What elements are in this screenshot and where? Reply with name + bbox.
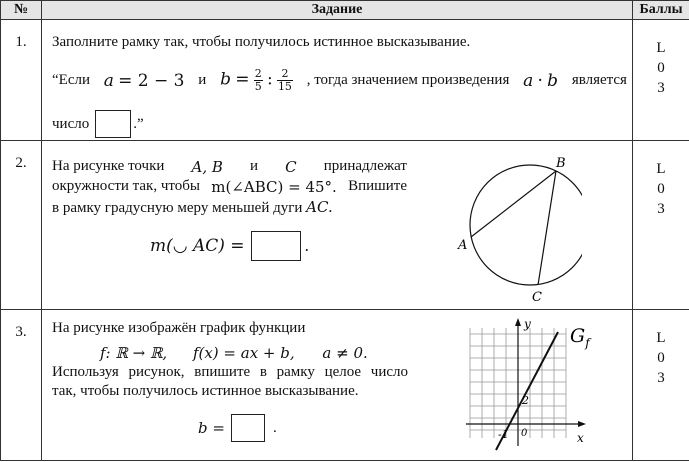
- task2-line1: На рисунке точки A, B и C принадлежат: [52, 158, 407, 176]
- chord-ab: [471, 171, 556, 237]
- task1-line1: Заполните рамку так, чтобы получилось истинное высказывание.: [52, 34, 471, 50]
- task2-line2: окружности так, чтобы m(∠ABC) = 45°. Впишите: [52, 178, 407, 196]
- label-b: B: [556, 156, 566, 171]
- y-axis-label: y: [524, 317, 531, 331]
- task-points-2: L 0 3: [633, 141, 689, 310]
- task3-function: f: ℝ → ℝ, f(x) = ax + b, a ≠ 0.: [100, 344, 368, 362]
- answer-box-3[interactable]: [231, 414, 265, 442]
- x-axis-label: x: [577, 431, 584, 445]
- task3-line1: На рисунке изображён график функции: [52, 320, 306, 336]
- task-points-3: L 0 3: [633, 310, 689, 461]
- fraction-2-15: $\frac{2}{15}$: [277, 67, 292, 93]
- task-body-3: [42, 310, 633, 461]
- origin-label: 0: [521, 428, 528, 439]
- answer-box-2[interactable]: [251, 231, 301, 261]
- tick-y-2: 2: [522, 394, 529, 407]
- task-row-2: [1, 141, 689, 310]
- task-row-3: [1, 310, 689, 461]
- answer-box-1[interactable]: [95, 110, 131, 138]
- fraction-2-5: $\frac{2}{5}$: [254, 67, 262, 93]
- y-axis-arrow: [515, 318, 521, 326]
- function-graph: [462, 314, 592, 456]
- task-body-1: [42, 20, 633, 141]
- task2-answer: m(◡ AC) = .: [150, 231, 309, 261]
- x-axis-arrow: [578, 421, 586, 427]
- chord-bc: [538, 171, 556, 285]
- task3-line4: так, чтобы получилось истинное высказывание.: [52, 383, 359, 399]
- task-number-3: 3.: [1, 310, 42, 461]
- label-a: A: [458, 238, 468, 253]
- task1-statement: “Если a = 2 − 3 и b = $\frac{2}{5}$ : $\frac{2}{15}$ , тогда значением произведения a · b является: [52, 67, 627, 93]
- task3-line3: Используя рисунок, впишите в рамку целое число: [52, 364, 408, 380]
- header-points: Баллы: [633, 1, 689, 20]
- tick-x-minus1: -1: [498, 428, 509, 441]
- header-task: Задание: [42, 1, 633, 20]
- header-number: №: [1, 1, 42, 20]
- task-points-1: L 0 3: [633, 20, 689, 141]
- task-row-1: [1, 20, 689, 141]
- header-row: [1, 1, 689, 20]
- circle-diagram: [452, 145, 582, 305]
- label-c: C: [532, 290, 542, 305]
- task-number-1: 1.: [1, 20, 42, 141]
- task-number-2: 2.: [1, 141, 42, 310]
- task-body-2: [42, 141, 633, 310]
- task3-answer: b = .: [198, 414, 277, 442]
- task1-line3: число .”: [52, 110, 144, 138]
- task2-line3: в рамку градусную меру меньшей дуги AC.: [52, 198, 333, 216]
- graph-func-label: $G_f$: [570, 325, 590, 350]
